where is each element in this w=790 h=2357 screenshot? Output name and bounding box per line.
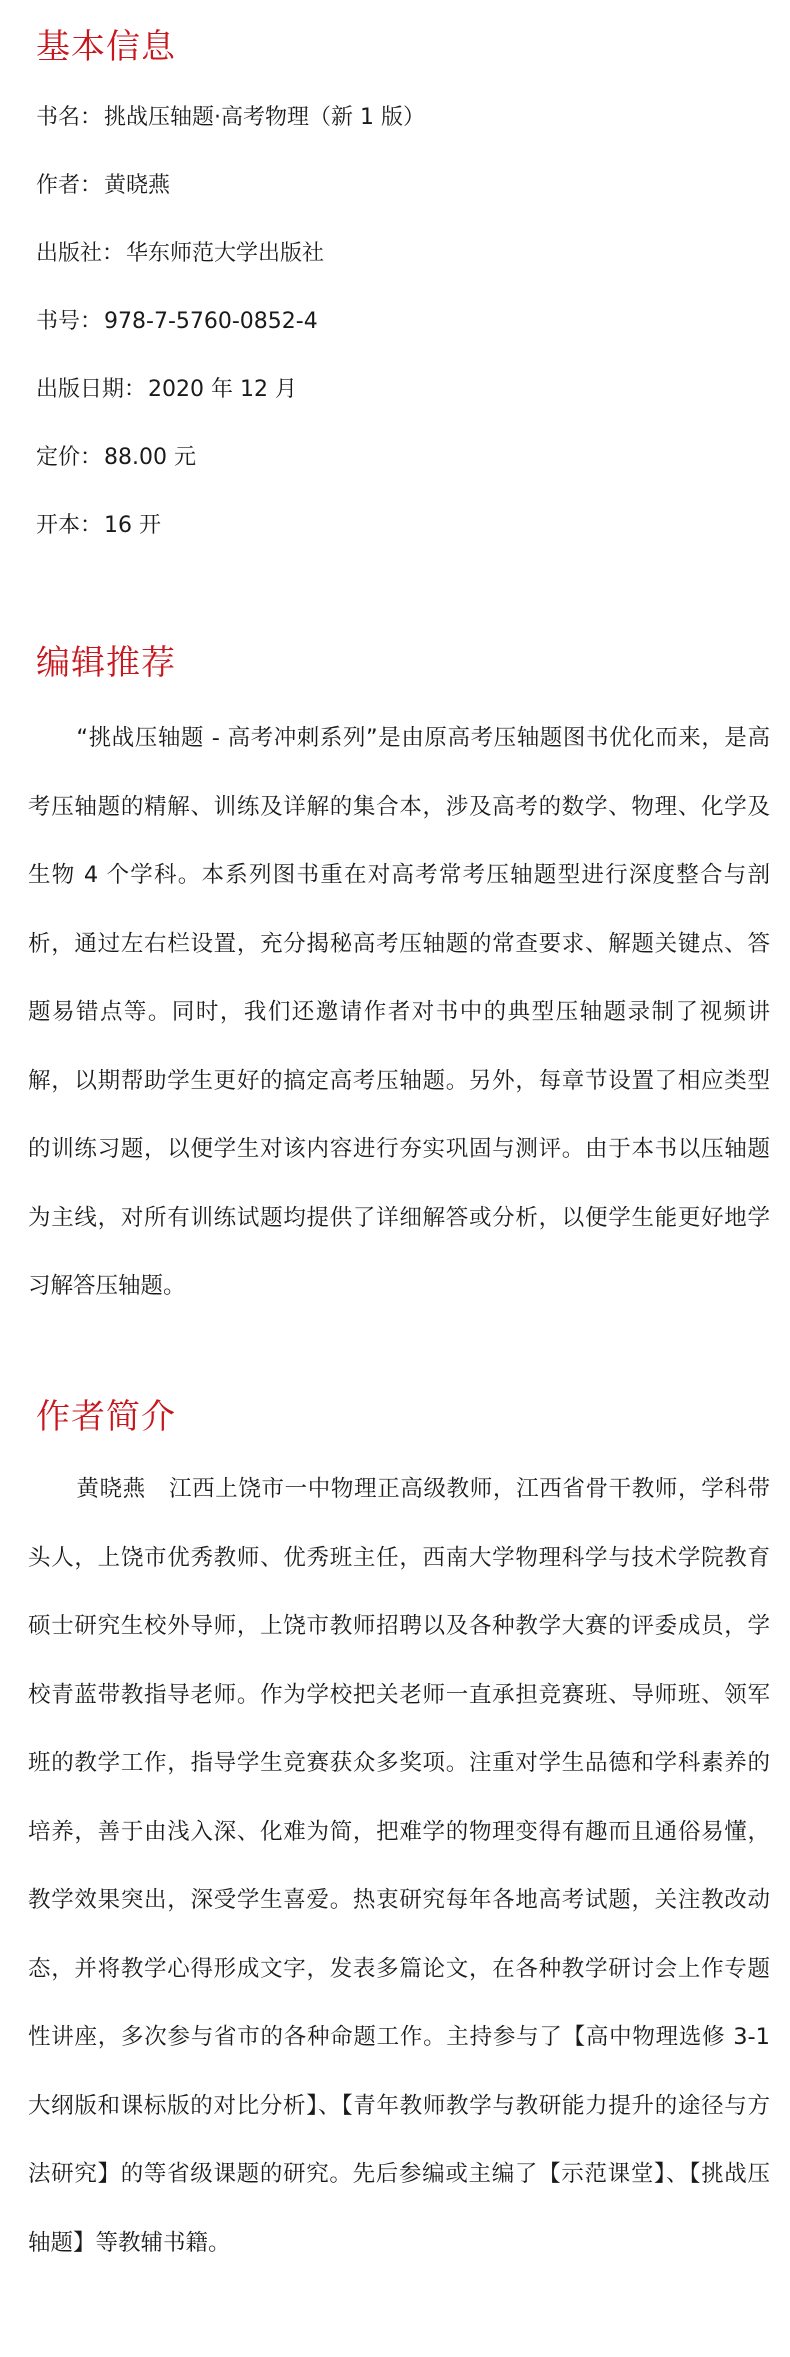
author-intro-text: 黄晓燕 江西上饶市一中物理正高级教师，江西省骨干教师，学科带头人，上饶市优秀教师、优秀班主任，西南大学物理科学与技术学院教育硕士研究生校外导师，上饶市教师招聘以及各种教学大赛的评委成员，学校青蓝带教指导老师。作为学校把关老师一直承担竞赛班、导师班、领军班的教学工作，指导学生竞赛获众多奖项。注重对学生品德和学科素养的培养，善于由浅入深、化难为简，把难学的物理变得有趣而且通俗易懂，教学效果突出，深受学生喜爱。热衷研究每年各地高考试题，关注教改动态，并将教学心得形成文字，发表多篇论文，在各种教学研讨会上作专题性讲座，多次参与省市的各种命题工作。主持参与了【高中物理选修 3-1 大纲版和课标版的对比分析】、【青年教师教学与教研能力提升的途径与方法研究】的等省级课题的研究。先后参编或主编了【示范课堂】、【挑战压轴题】等教辅书籍。	[28, 1476, 770, 2256]
info-value: 华东师范大学出版社	[126, 241, 325, 266]
info-label: 定价：	[36, 445, 103, 470]
info-publish-date	[36, 375, 297, 405]
info-value: 88.00 元	[104, 445, 196, 470]
info-value: 2020 年 12 月	[148, 377, 297, 402]
basic-info-heading: 基本信息	[36, 27, 176, 67]
info-publisher	[36, 239, 324, 269]
info-value: 黄晓燕	[104, 173, 171, 198]
info-label: 作者：	[36, 173, 103, 198]
info-label: 书名：	[36, 105, 103, 130]
info-format	[36, 511, 161, 541]
info-label: 出版日期：	[36, 377, 147, 402]
info-isbn	[36, 307, 318, 337]
editor-recommendation-text: “挑战压轴题 - 高考冲刺系列”是由原高考压轴题图书优化而来，是高考压轴题的精解、训练及详解的集合本，涉及高考的数学、物理、化学及生物 4 个学科。本系列图书重在对高考常考压轴题型进行深度整合与剖析，通过左右栏设置，充分揭秘高考压轴题的常查要求、解题关键点、答题易错点等。同时，我们还邀请作者对书中的典型压轴题录制了视频讲解，以期帮助学生更好的搞定高考压轴题。另外，每章节设置了相应类型的训练习题，以便学生对该内容进行夯实巩固与测评。由于本书以压轴题为主线，对所有训练试题均提供了详细解答或分析，以便学生能更好地学习解答压轴题。	[28, 725, 770, 1299]
info-value: 16 开	[104, 513, 162, 538]
editor-recommendation-heading: 编辑推荐	[36, 643, 176, 683]
info-author	[36, 171, 170, 201]
info-book-title	[36, 103, 425, 133]
info-value: 挑战压轴题·高考物理（新 1 版）	[104, 105, 425, 130]
info-label: 开本：	[36, 513, 103, 538]
info-value: 978-7-5760-0852-4	[104, 309, 318, 334]
info-price	[36, 443, 196, 473]
info-label: 出版社：	[36, 241, 125, 266]
info-label: 书号：	[36, 309, 103, 334]
author-intro-heading: 作者简介	[36, 1397, 176, 1437]
